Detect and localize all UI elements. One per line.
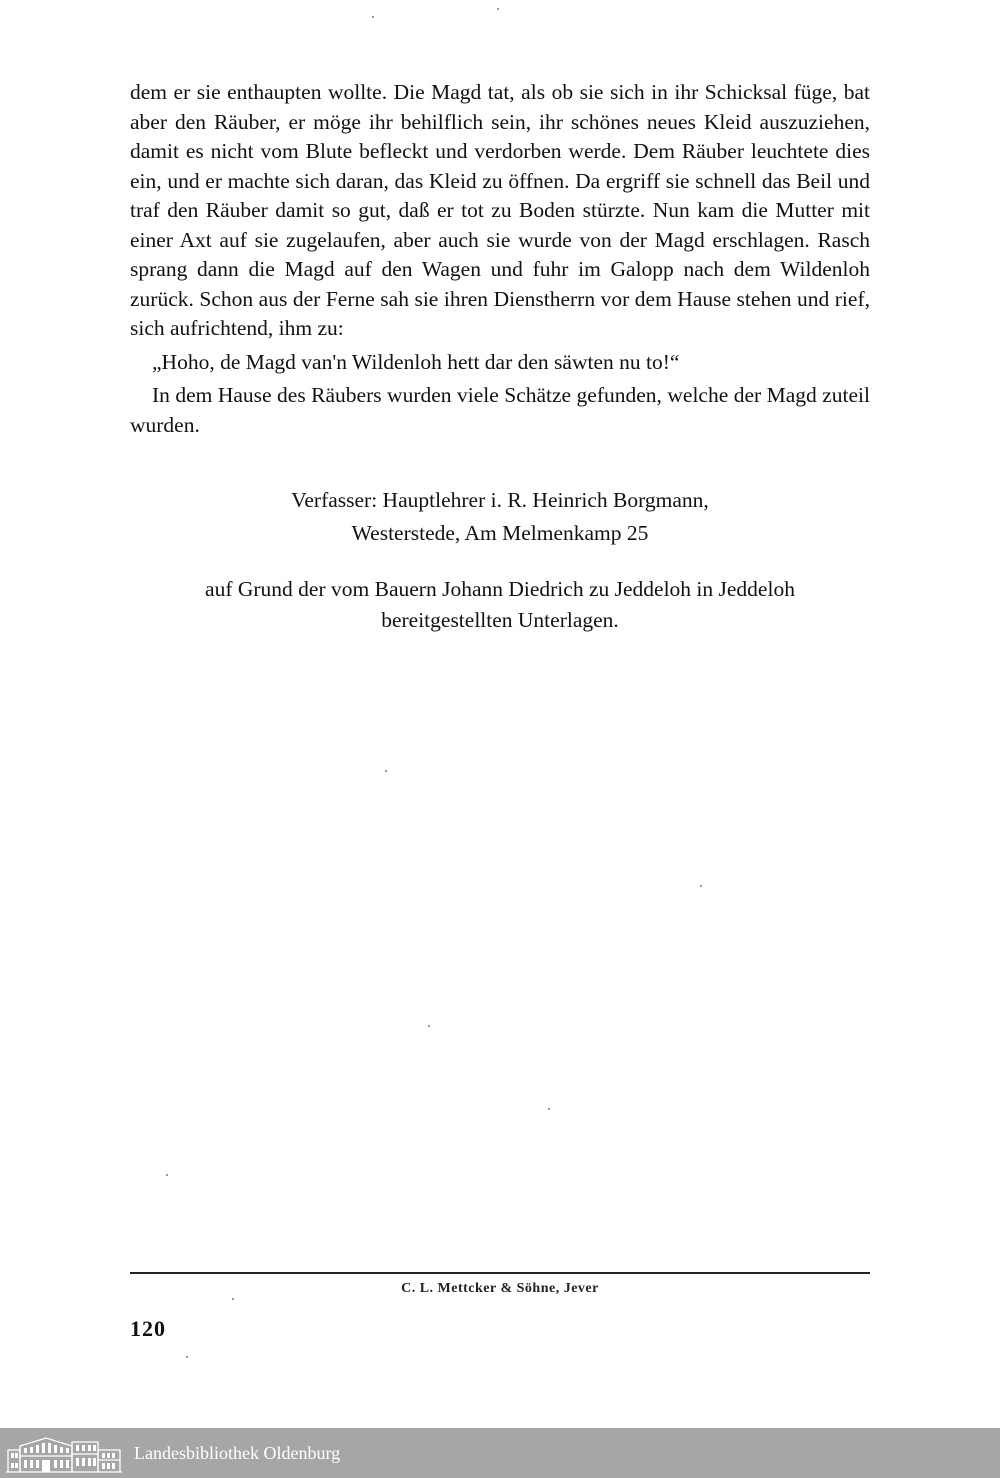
scan-speck xyxy=(232,1298,234,1300)
scan-speck xyxy=(548,1108,550,1110)
author-credit xyxy=(130,484,870,550)
library-building-icon xyxy=(6,1432,122,1474)
page-number: 120 xyxy=(130,1316,166,1341)
source-note-line-1: auf Grund der vom Bauern Johann Diedrich zu Jeddeloh in Jeddeloh xyxy=(205,577,795,601)
scan-speck xyxy=(372,16,374,18)
author-line-2: Westerstede, Am Melmenkamp 25 xyxy=(351,521,649,545)
library-name: Landesbibliothek Oldenburg xyxy=(134,1443,341,1463)
library-footer-bar xyxy=(0,1428,1000,1478)
quote-line: „Hoho, de Magd van'n Wildenloh hett dar den säwten nu to!“ xyxy=(152,349,680,374)
paragraph-closing: In dem Hause des Räubers wurden viele Schätze gefunden, welche der Magd zuteil wurden. xyxy=(130,383,870,437)
scan-speck xyxy=(700,885,702,887)
scan-speck xyxy=(385,770,387,772)
source-note-line-2: bereitgestellten Unterlagen. xyxy=(381,608,619,632)
story-text xyxy=(130,78,870,440)
paragraph-continuation: dem er sie enthaupten wollte. Die Magd tat, als ob sie sich in ihr Schicksal füge, bat aber den Räuber, er möge ihr behilflich sein, ihr schönes neues Kleid auszuziehen, damit es nicht vom Blute befleckt und verdorben werde. Dem Räuber leuchtete dies ein, und er machte sich daran, das Kleid zu öffnen. Da ergriff sie schnell das Beil und traf den Räuber damit so gut, daß er tot zu Boden stürzte. Nun kam die Mutter mit einer Axt auf sie zugelaufen, aber auch sie wurde von der Magd erschlagen. Rasch sprang dann die Magd auf den Wagen und fuhr im Galopp nach dem Wildenloh zurück. Schon aus der Ferne sah sie ihren Dienstherrn vor dem Hause stehen und rief, sich aufrichtend, ihm zu: xyxy=(130,80,870,340)
printer-imprint: C. L. Mettcker & Söhne, Jever xyxy=(401,1281,599,1296)
scan-speck xyxy=(186,1356,188,1358)
footer-divider xyxy=(130,1272,870,1274)
scan-speck xyxy=(497,8,499,10)
scan-speck xyxy=(428,1025,430,1027)
source-note xyxy=(130,574,870,636)
scan-speck xyxy=(166,1174,168,1176)
author-line-1: Verfasser: Hauptlehrer i. R. Heinrich Borgmann, xyxy=(291,488,709,512)
